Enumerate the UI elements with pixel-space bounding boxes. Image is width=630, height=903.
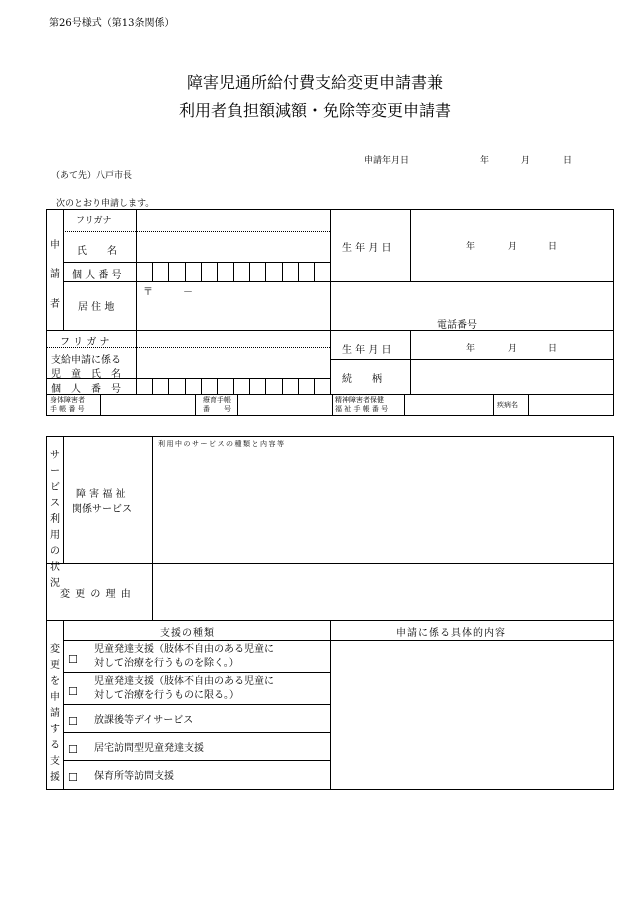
welfare-service-label-1: 障 害 福 祉 [76, 489, 126, 500]
application-date-label: 申請年月日 [364, 156, 410, 166]
child-relationship-label: 続 柄 [342, 374, 382, 385]
digit-cell-divider [185, 378, 186, 394]
support-type-header: 支援の種類 [160, 628, 215, 639]
applicant-label-1: 申 [50, 240, 60, 251]
digit-cell-divider [217, 262, 218, 281]
disease-label: 疾病名 [497, 401, 518, 409]
mental-certificate-label: 精神障害者保健 福 祉 手 帳 番 号 [335, 396, 389, 413]
applicant-birthdate-label: 生 年 月 日 [342, 243, 392, 254]
support-item-2-label: 児童発達支援（肢体不自由のある児童に 対して治療を行うものに限る。） [94, 676, 274, 701]
applicant-personal-number-label: 個 人 番 号 [72, 270, 122, 281]
child-birth-month: 月 [508, 344, 518, 354]
applicant-birth-day: 日 [548, 242, 558, 252]
digit-cell-divider [282, 262, 283, 281]
digit-cell-divider [249, 378, 250, 394]
current-services-label: 利用中のサービスの種類と内容等 [158, 440, 286, 448]
applicant-name-label: 氏 名 [77, 246, 117, 257]
digit-cell-divider [201, 262, 202, 281]
digit-cell-divider [265, 262, 266, 281]
digit-cell-divider [282, 378, 283, 394]
rehab-certificate-label: 療育手帳 番 号 [203, 396, 231, 413]
digit-cell-divider [217, 378, 218, 394]
child-furigana-label: フ リ ガ ナ [60, 337, 110, 348]
application-year: 年 [480, 156, 490, 166]
change-reason-label: 変 更 の 理 由 [60, 589, 132, 600]
applicant-furigana-label: フリガナ [76, 216, 112, 226]
digit-cell-divider [136, 378, 137, 394]
intro-text: 次のとおり申請します。 [56, 199, 155, 209]
digit-cell-divider [136, 262, 137, 281]
child-name-label-1: 支給申請に係る [51, 355, 121, 366]
digit-cell-divider [168, 262, 169, 281]
support-item-4-checkbox[interactable]: ☐ [68, 743, 78, 756]
support-item-1-checkbox[interactable]: ☐ [68, 653, 78, 666]
support-item-2-checkbox[interactable]: ☐ [68, 685, 78, 698]
applicant-phone-label: 電話番号 [437, 320, 477, 331]
digit-cell-divider [152, 262, 153, 281]
form-number: 第26号様式（第13条関係） [49, 18, 175, 29]
digit-cell-divider [249, 262, 250, 281]
digit-cell-divider [185, 262, 186, 281]
service-status-label: サービス利用の状況 [50, 450, 60, 589]
digit-cell-divider [152, 378, 153, 394]
support-item-3-checkbox[interactable]: ☐ [68, 715, 78, 728]
child-birth-year: 年 [466, 344, 476, 354]
support-item-5-checkbox[interactable]: ☐ [68, 771, 78, 784]
digit-cell-divider [168, 378, 169, 394]
applicant-birth-month: 月 [508, 242, 518, 252]
applicant-label-3: 者 [50, 299, 60, 310]
applicant-address-label: 居 住 地 [78, 302, 115, 313]
child-name-label-2: 児 童 氏 名 [51, 369, 121, 380]
digit-cell-divider [265, 378, 266, 394]
applicant-label-2: 請 [50, 269, 60, 280]
welfare-service-label-2: 関係サービス [72, 504, 132, 515]
support-item-5-label: 保育所等訪問支援 [94, 771, 174, 782]
title-line-2: 利用者負担額減額・免除等変更申請書 [178, 101, 451, 120]
application-day: 日 [563, 156, 573, 166]
digit-cell-divider [314, 262, 315, 281]
support-item-3-label: 放課後等デイサービス [94, 715, 194, 726]
support-request-label: 変更を申請する支援 [50, 644, 60, 783]
support-item-1-label: 児童発達支援（肢体不自由のある児童に 対して治療を行うものを除く。） [94, 644, 274, 669]
title-line-1: 障害児通所給付費支給変更申請書兼 [186, 73, 443, 92]
digit-cell-divider [201, 378, 202, 394]
digit-cell-divider [233, 262, 234, 281]
support-item-4-label: 居宅訪問型児童発達支援 [94, 743, 204, 754]
digit-cell-divider [298, 262, 299, 281]
addressee: （あて先）八戸市長 [51, 171, 133, 181]
applicant-postal-mark: 〒 － [143, 287, 193, 298]
digit-cell-divider [314, 378, 315, 394]
support-content-header: 申請に係る具体的内容 [396, 628, 506, 639]
child-personal-number-label: 個 人 番 号 [51, 384, 121, 395]
digit-cell-divider [298, 378, 299, 394]
digit-cell-divider [233, 378, 234, 394]
applicant-birth-year: 年 [466, 242, 476, 252]
child-birth-day: 日 [548, 344, 558, 354]
application-month: 月 [521, 156, 531, 166]
child-birthdate-label: 生 年 月 日 [342, 345, 392, 356]
physical-certificate-label: 身体障害者 手 帳 番 号 [50, 396, 85, 413]
